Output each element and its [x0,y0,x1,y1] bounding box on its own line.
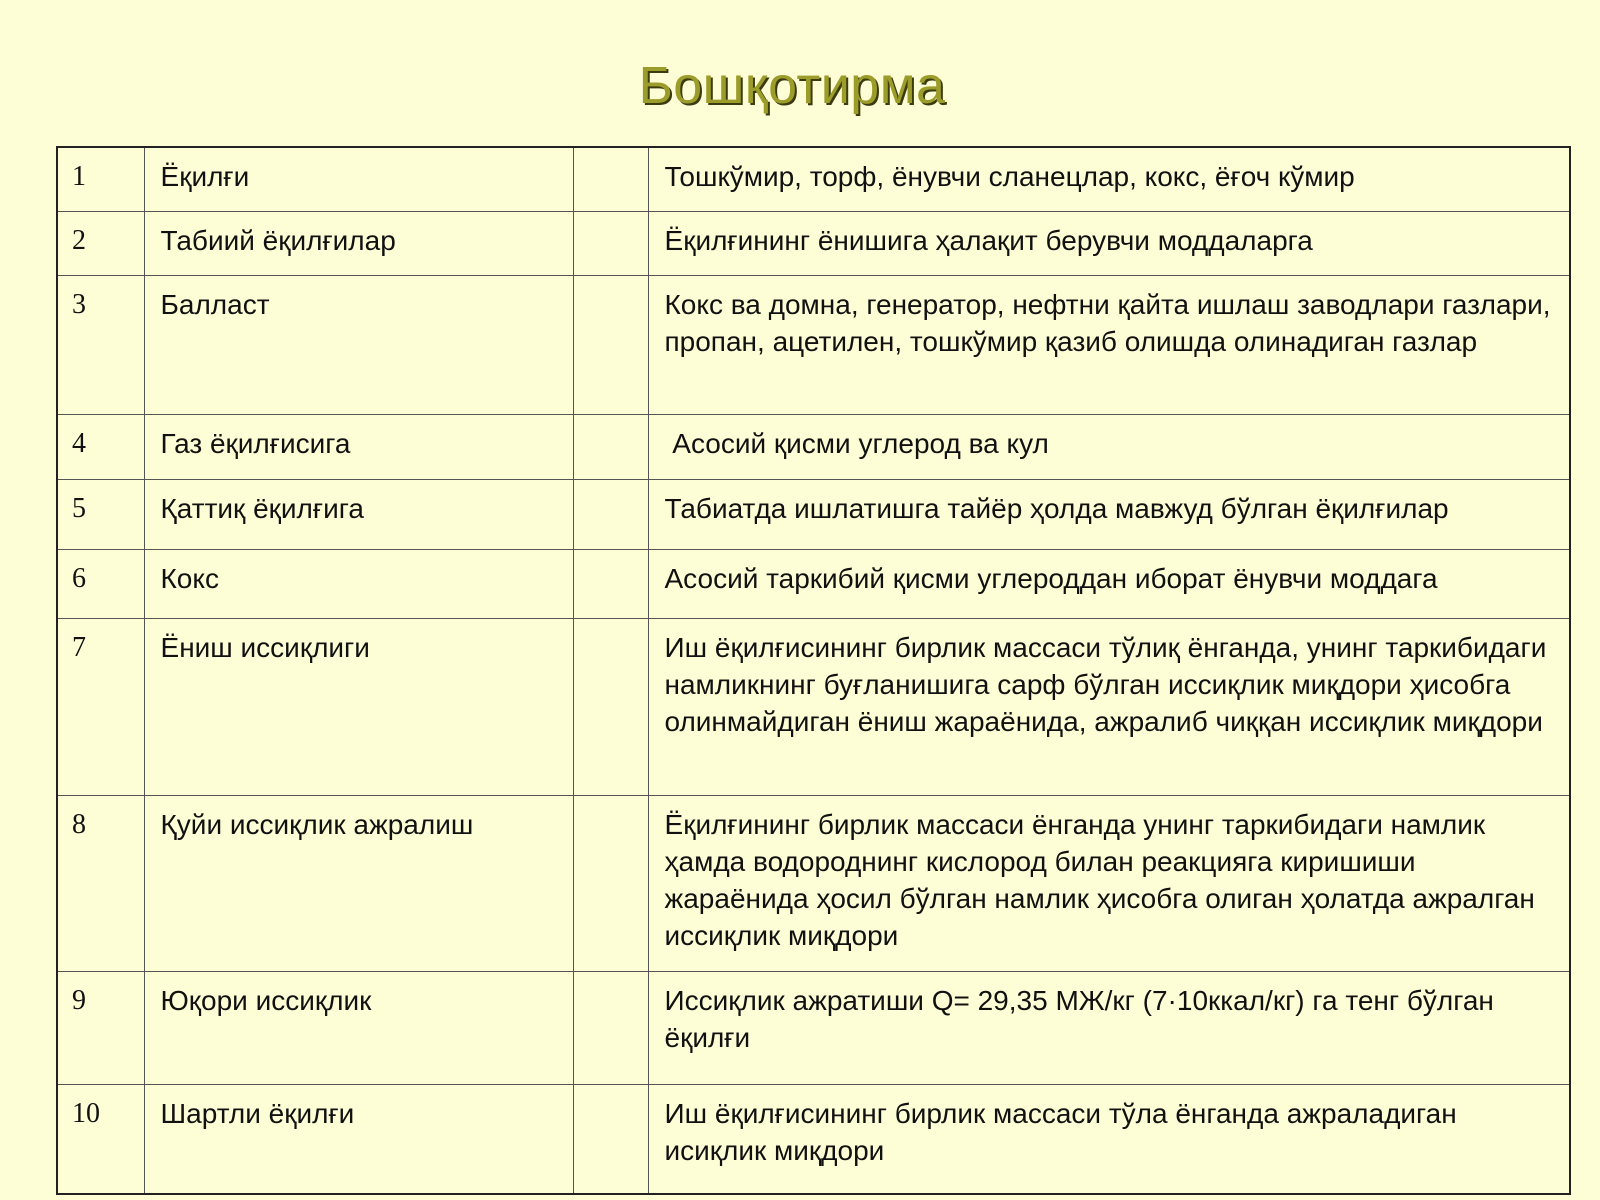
term-cell: Ёқилғи [144,147,573,212]
definition-cell: Иш ёқилғисининг бирлик массаси тўлиқ ёнганда, унинг таркибидаги намликнинг буғланишига сарф бўлган иссиқлик миқдори ҳисобга олинмайдиган ёниш жараёнида, ажралиб чиққан иссиқлик миқдори [648,619,1570,796]
answer-cell[interactable] [573,276,648,415]
row-number: 4 [57,415,144,480]
term-cell: Табиий ёқилғилар [144,212,573,276]
definition-cell: Тошкўмир, торф, ёнувчи сланецлар, кокс, ёғоч кўмир [648,147,1570,212]
row-number: 2 [57,212,144,276]
answer-cell[interactable] [573,212,648,276]
answer-cell[interactable] [573,550,648,619]
row-number: 10 [57,1085,144,1195]
row-number: 7 [57,619,144,796]
term-cell: Газ ёқилғисига [144,415,573,480]
term-cell: Кокс [144,550,573,619]
row-number: 5 [57,480,144,550]
definition-cell: Иш ёқилғисининг бирлик массаси тўла ёнганда ажраладиган исиқлик миқдори [648,1085,1570,1195]
definition-cell: Асосий таркибий қисми углероддан иборат ёнувчи моддага [648,550,1570,619]
term-cell: Юқори иссиқлик [144,972,573,1085]
answer-cell[interactable] [573,1085,648,1195]
table-row [57,619,1570,796]
definition-cell: Ёқилғининг бирлик массаси ёнганда унинг таркибидаги намлик ҳамда водороднинг кислород билан реакцияга киришиши жараёнида ҳосил бўлган намлик ҳисобга олиган ҳолатда ажралган иссиқлик миқдори [648,796,1570,972]
crossword-table [56,146,1571,1195]
definition-cell: Табиатда ишлатишга тайёр ҳолда мавжуд бўлган ёқилғилар [648,480,1570,550]
definition-cell: Кокс ва домна, генератор, нефтни қайта ишлаш заводлари газлари, пропан, ацетилен, тошкўмир қазиб олишда олинадиган газлар [648,276,1570,415]
table-row [57,550,1570,619]
table-row [57,415,1570,480]
table-row [57,796,1570,972]
page-title: Бошқотирма [638,57,946,115]
term-cell: Ёниш иссиқлиги [144,619,573,796]
term-cell: Қуйи иссиқлик ажралиш [144,796,573,972]
row-number: 1 [57,147,144,212]
table-row [57,212,1570,276]
term-cell: Қаттиқ ёқилғига [144,480,573,550]
answer-cell[interactable] [573,619,648,796]
answer-cell[interactable] [573,147,648,212]
term-cell: Шартли ёқилғи [144,1085,573,1195]
table-row [57,972,1570,1085]
answer-cell[interactable] [573,480,648,550]
table-row [57,147,1570,212]
row-number: 6 [57,550,144,619]
table-row [57,1085,1570,1195]
table-row [57,480,1570,550]
row-number: 8 [57,796,144,972]
answer-cell[interactable] [573,796,648,972]
row-number: 9 [57,972,144,1085]
answer-cell[interactable] [573,415,648,480]
answer-cell[interactable] [573,972,648,1085]
row-number: 3 [57,276,144,415]
table-row [57,276,1570,415]
definition-cell: Иссиқлик ажратиши Q= 29,35 МЖ/кг (7·10ккал/кг) га тенг бўлган ёқилғи [648,972,1570,1085]
term-cell: Балласт [144,276,573,415]
definition-cell: Асосий қисми углерод ва кул [648,415,1570,480]
definition-cell: Ёқилғининг ёнишига ҳалақит берувчи моддаларга [648,212,1570,276]
